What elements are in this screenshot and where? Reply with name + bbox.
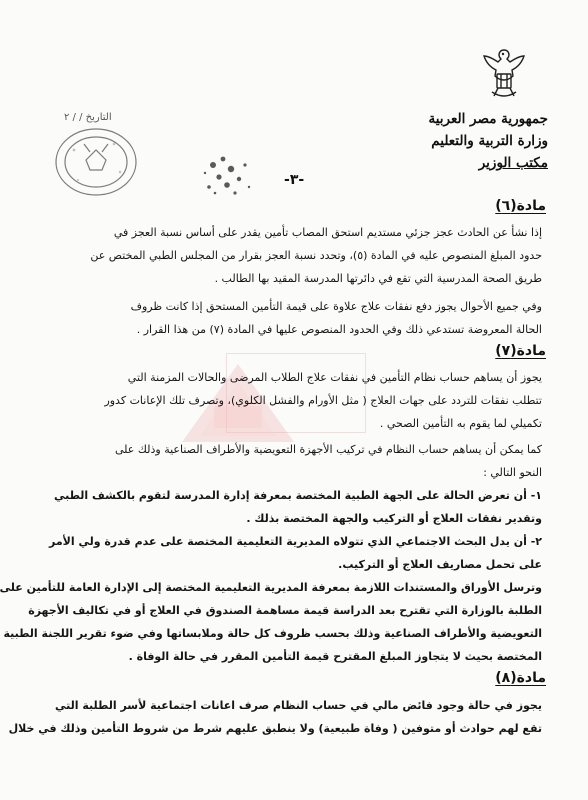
text-line: وفي جميع الأحوال يجوز دفع نفقات علاج علاوة على قيمة التأمين المستحق إذا كانت ظروف xyxy=(130,300,542,313)
section-7-item-1 xyxy=(53,484,542,530)
eagle-emblem-icon xyxy=(482,44,526,104)
office-name: مكتب الوزير xyxy=(478,155,548,171)
ministry-header xyxy=(388,108,548,174)
text-line: تتطلب نفقات للتردد على جهات العلاج ( مثل الأورام والفشل الكلوي)، وتصرف تلك الإعانات كدور xyxy=(104,394,542,407)
paragraph xyxy=(0,576,542,668)
text-line: حدود المبلغ المنصوص عليه في المادة (٥)، وتحدد نسبة العجز بقرار من المجلس الطبي المختص عن xyxy=(90,249,542,262)
text-line: على تحمل مصاريف العلاج أو التركيب. xyxy=(338,558,542,571)
text-line: تقع لهم حوادث أو متوفين ( وفاة طبيعية) ولا ينطبق عليهم شرط من شروط التأمين وذلك في خلال xyxy=(8,722,542,735)
paragraph xyxy=(56,438,542,484)
text-line: الحالة المعروضة تستدعي ذلك وفي الحدود المنصوص عليها في المادة (٧) من هذا القرار . xyxy=(136,323,542,336)
ministry-name: وزارة التربية والتعليم xyxy=(431,133,548,149)
section-6-body-2 xyxy=(56,295,542,341)
text-line: وترسل الأوراق والمستندات اللازمة بمعرفة المديرية التعليمية المختصة إلى الإدارة العامة للتأمين على xyxy=(0,581,542,594)
section-7-item-2 xyxy=(49,530,542,576)
list-item xyxy=(53,484,542,530)
country-name: جمهورية مصر العربية xyxy=(428,111,548,127)
text-line: ٢- أن يدل البحث الاجتماعي الذي تتولاه المديرية التعليمية المختصة على عدم قدرة ولي الأمر xyxy=(49,535,542,548)
text-line: ١- أن تعرض الحالة على الجهة الطبية المختصة بمعرفة إدارة المدرسة لتقوم بالكشف الطبي xyxy=(53,489,542,502)
text-line: تكميلي لما يقوم به التأمين الصحي . xyxy=(379,417,542,430)
list-item xyxy=(49,530,542,576)
section-6-body xyxy=(56,221,542,290)
paragraph xyxy=(8,694,542,740)
text-line: يجوز في حالة وجود فائض مالي في حساب النظام صرف اعانات اجتماعية لأسر الطلبة التي xyxy=(55,699,542,712)
paragraph xyxy=(56,295,542,341)
section-6-title: مادة(٦) xyxy=(495,198,546,214)
text-line: النحو التالي : xyxy=(483,466,542,479)
text-line: التعويضية والأطراف الصناعية وذلك بحسب ظروف كل حالة وملابساتها وفي ضوء تقرير اللجنة الطبية xyxy=(3,627,542,640)
section-7-body xyxy=(56,366,542,435)
section-7-body-2 xyxy=(56,438,542,484)
text-line: إذا نشأ عن الحادث عجز جزئي مستديم استحق المصاب تأمين يقدر على أساس نسبة العجز في xyxy=(113,226,542,239)
section-7-body-3 xyxy=(0,576,542,668)
text-line: كما يمكن أن يساهم حساب النظام في تركيب الأجهزة التعويضية والأطراف الصناعية وذلك على xyxy=(115,443,542,456)
text-line: المختصة بحيث لا يتجاوز المبلغ المقترح قيمة التأمين المقرر في حالة الوفاة . xyxy=(128,650,542,663)
office-seal-stamp xyxy=(34,120,144,200)
text-line: يجوز أن يساهم حساب نظام التأمين في نفقات علاج الطلاب المرضى والحالات المزمنة التي xyxy=(127,371,542,384)
section-7-title: مادة(٧) xyxy=(495,343,546,359)
page-number: -٣- xyxy=(284,172,305,188)
paragraph xyxy=(56,366,542,435)
text-line: طريق الصحة المدرسية التي تقع في دائرتها المدرسة المقيد بها الطالب . xyxy=(214,272,542,285)
ink-stamp xyxy=(193,143,265,203)
text-line: الطلبة بالوزارة التي تقترح بعد الدراسة قيمة مساهمة الصندوق في العلاج أو في تكاليف الأجهزة xyxy=(28,604,542,617)
text-line: وتقدير نفقات العلاج أو التركيب والجهة المختصة بذلك . xyxy=(246,512,542,525)
section-8-body xyxy=(8,694,542,740)
section-8-title: مادة(٨) xyxy=(495,670,546,686)
paragraph xyxy=(56,221,542,290)
date-field: التاريخ / / ٢ xyxy=(64,112,112,123)
